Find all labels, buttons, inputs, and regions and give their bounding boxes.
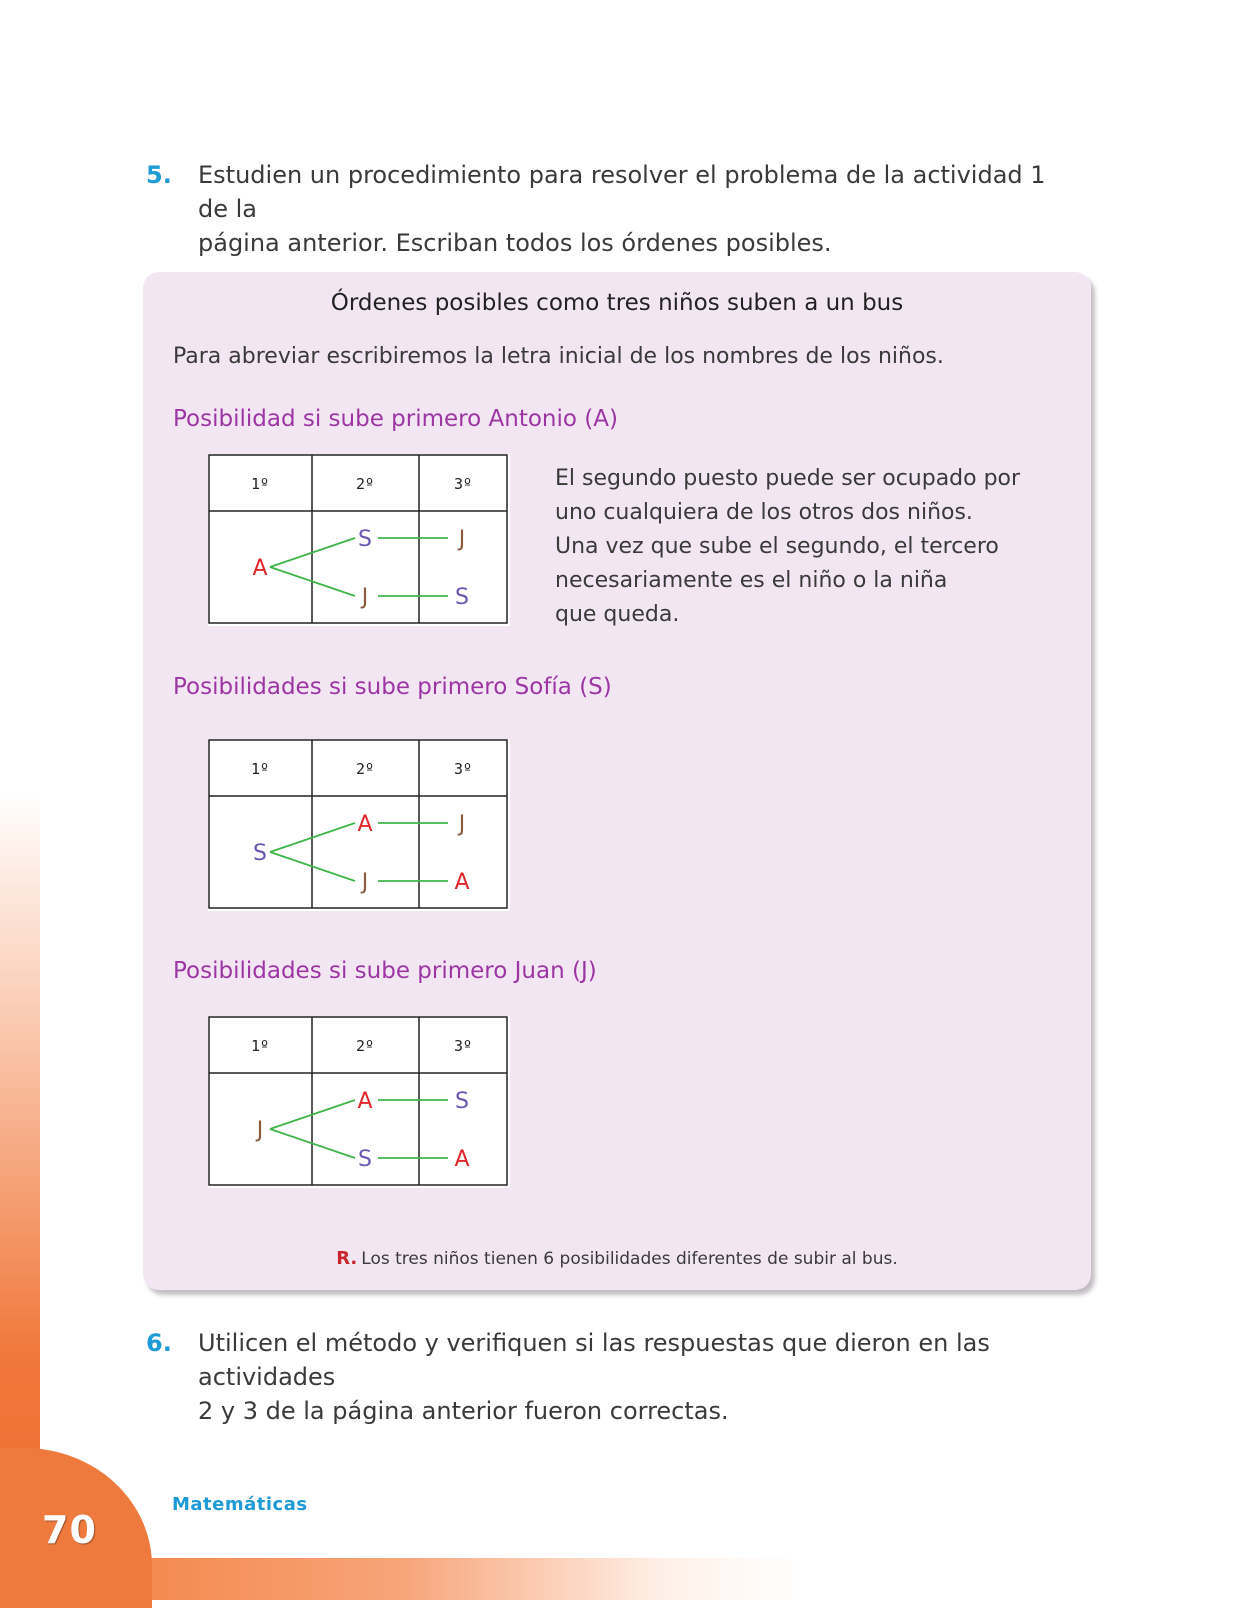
second-letter: J bbox=[361, 870, 369, 895]
column-header: 1º bbox=[250, 475, 270, 493]
third-letter: J bbox=[458, 527, 466, 552]
column-header: 3º bbox=[453, 760, 473, 778]
second-letter: S bbox=[358, 1147, 372, 1172]
panel-title: Órdenes posibles como tres niños suben a un bus bbox=[330, 290, 904, 316]
second-letter: A bbox=[357, 1089, 373, 1114]
third-letter: A bbox=[454, 870, 470, 895]
panel-intro: Para abreviar escribiremos la letra inicial de los nombres de los niños. bbox=[173, 344, 944, 369]
third-letter: S bbox=[455, 585, 469, 610]
column-header: 1º bbox=[250, 1037, 270, 1055]
first-letter: A bbox=[252, 556, 268, 581]
tree-svg bbox=[208, 1016, 510, 1188]
tree-svg bbox=[208, 454, 510, 626]
answer-prefix: R. bbox=[336, 1248, 358, 1269]
activity-text-line-1: Estudien un procedimiento para resolver el problema de la actividad 1 de la bbox=[198, 161, 1046, 223]
tree-diagram-sofia bbox=[208, 739, 510, 911]
subject-label: Matemáticas bbox=[172, 1494, 308, 1515]
explanation-line: uno cualquiera de los otros dos niños. bbox=[555, 500, 973, 525]
activity-text-line-1: Utilicen el método y verifiquen si las respuestas que dieron en las actividades bbox=[198, 1329, 990, 1391]
explanation-line: necesariamente es el niño o la niña bbox=[555, 568, 948, 593]
decorative-bottom-strip bbox=[140, 1558, 800, 1600]
third-letter: J bbox=[458, 812, 466, 837]
column-header: 2º bbox=[355, 1037, 375, 1055]
second-letter: A bbox=[357, 812, 373, 837]
column-header: 2º bbox=[355, 475, 375, 493]
explanation-text bbox=[555, 462, 1055, 632]
explanation-line: Una vez que sube el segundo, el tercero bbox=[555, 534, 999, 559]
activity-text-line-2: 2 y 3 de la página anterior fueron correctas. bbox=[198, 1397, 729, 1425]
tree-diagram-antonio bbox=[208, 454, 510, 626]
example-panel bbox=[143, 272, 1091, 1290]
activity-number: 6. bbox=[146, 1329, 172, 1357]
column-header: 1º bbox=[250, 760, 270, 778]
third-letter: S bbox=[455, 1089, 469, 1114]
column-header: 3º bbox=[453, 475, 473, 493]
third-letter: A bbox=[454, 1147, 470, 1172]
activity-text-line-2: página anterior. Escriban todos los órdenes posibles. bbox=[198, 229, 832, 257]
section-title-sofia: Posibilidades si sube primero Sofía (S) bbox=[173, 674, 612, 700]
tree-diagram-juan bbox=[208, 1016, 510, 1188]
activity-5 bbox=[146, 158, 1046, 260]
explanation-line: que queda. bbox=[555, 602, 680, 627]
first-letter: S bbox=[253, 841, 267, 866]
second-letter: S bbox=[358, 527, 372, 552]
second-letter: J bbox=[361, 585, 369, 610]
activity-number: 5. bbox=[146, 161, 172, 189]
column-header: 2º bbox=[355, 760, 375, 778]
activity-6 bbox=[146, 1326, 1046, 1428]
first-letter: J bbox=[256, 1118, 264, 1143]
explanation-line: El segundo puesto puede ser ocupado por bbox=[555, 466, 1021, 491]
column-header: 3º bbox=[453, 1037, 473, 1055]
section-title-antonio: Posibilidad si sube primero Antonio (A) bbox=[173, 406, 618, 432]
page-number: 70 bbox=[42, 1508, 97, 1552]
answer bbox=[143, 1248, 1091, 1269]
section-title-juan: Posibilidades si sube primero Juan (J) bbox=[173, 958, 597, 984]
tree-svg bbox=[208, 739, 510, 911]
answer-text: Los tres niños tienen 6 posibilidades diferentes de subir al bus. bbox=[361, 1249, 898, 1269]
